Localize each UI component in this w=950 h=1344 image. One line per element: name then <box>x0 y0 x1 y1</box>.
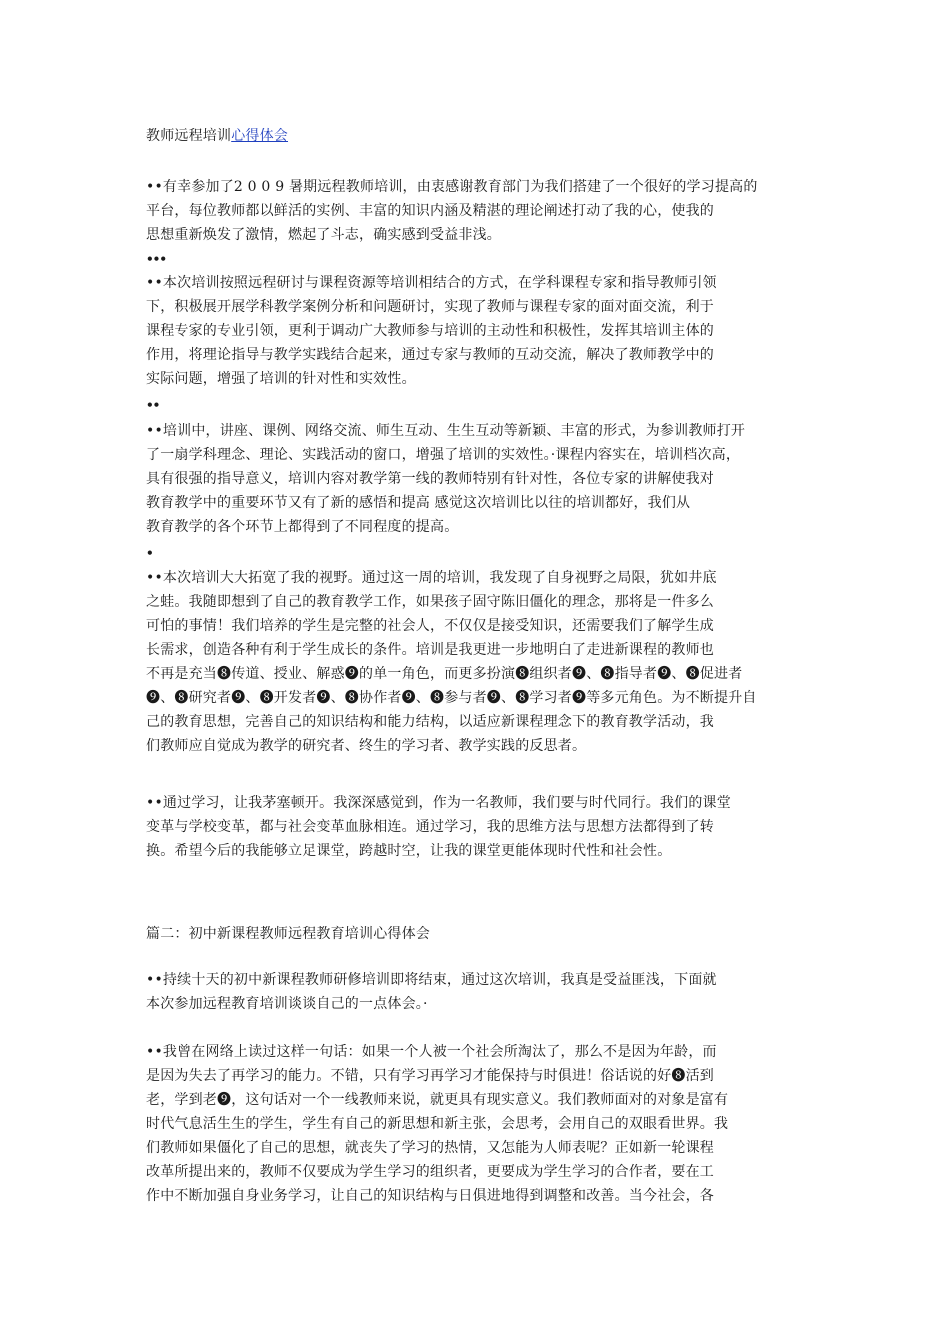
title-prefix: 教师远程培训 <box>146 128 232 144</box>
bullet-separator: • <box>146 546 153 560</box>
text-line: 改革所提出来的，教师不仅要成为学生学习的组织者，更要成为学生学习的合作者，要在工 <box>146 1164 714 1180</box>
text-line: 下，积极展开展学科教学案例分析和问题研讨，实现了教师与课程专家的面对面交流，利于 <box>146 299 714 315</box>
text-line: 们教师如果僵化了自己的思想，就丧失了学习的热情，又怎能为人师表呢？正如新一轮课程 <box>146 1140 714 1156</box>
text-line: 实际问题，增强了培训的针对性和实效性。 <box>146 371 416 387</box>
bullet-separator: •• <box>146 398 160 412</box>
text-line: 教育教学的各个环节上都得到了不同程度的提高。 <box>146 519 459 535</box>
text-line: 不再是充当❽传道、授业、解惑❾的单一角色，而更多扮演❽组织者❾、❽指导者❾、❽促进者 <box>146 666 743 682</box>
text-line: ••持续十天的初中新课程教师研修培训即将结束，通过这次培训，我真是受益匪浅，下面就 <box>146 972 717 988</box>
text-line: 老，学到老❾，这句话对一个一线教师来说，就更具有现实意义。我们教师面对的对象是富有 <box>146 1092 729 1108</box>
text-line: 换。希望今后的我能够立足课堂，跨越时空，让我的课堂更能体现时代性和社会性。 <box>146 843 672 859</box>
text-line: 作用，将理论指导与教学实践结合起来，通过专家与教师的互动交流，解决了教师教学中的 <box>146 347 714 363</box>
text-line: ••培训中，讲座、课例、网络交流、师生互动、生生互动等新颖、丰富的形式，为参训教师打开 <box>146 423 746 439</box>
text-line: 时代气息活生生的学生，学生有自己的新思想和新主张，会思考，会用自己的双眼看世界。我 <box>146 1116 729 1132</box>
text-line: ••通过学习，让我茅塞顿开。我深深感觉到，作为一名教师，我们要与时代同行。我们的课堂 <box>146 795 731 811</box>
text-line: 课程专家的专业引领，更利于调动广大教师参与培训的主动性和积极性，发挥其培训主体的 <box>146 323 714 339</box>
document-title <box>146 124 288 148</box>
text-line: 教育教学中的重要环节又有了新的感悟和提高 感觉这次培训比以往的培训都好，我们从 <box>146 495 691 511</box>
text-line: 思想重新焕发了激情，燃起了斗志，确实感到受益非浅。 <box>146 227 501 243</box>
title-link[interactable]: 心得体会 <box>231 128 289 144</box>
section-title: 篇二：初中新课程教师远程教育培训心得体会 <box>146 926 430 942</box>
text-line: 可怕的事情！我们培养的学生是完整的社会人，不仅仅是接受知识，还需要我们了解学生成 <box>146 618 714 634</box>
text-line: ••我曾在网络上读过这样一句话：如果一个人被一个社会所淘汰了，那么不是因为年龄，而 <box>146 1044 717 1060</box>
text-line: 之蛙。我随即想到了自己的教育教学工作，如果孩子固守陈旧僵化的理念，那将是一件多么 <box>146 594 714 610</box>
text-line: 们教师应自觉成为教学的研究者、终生的学习者、教学实践的反思者。 <box>146 738 587 754</box>
text-line: ••有幸参加了2 0 0 9 暑期远程教师培训，由衷感谢教育部门为我们搭建了一个很好的学习提高的 <box>146 179 758 195</box>
text-line: 是因为失去了再学习的能力。不错，只有学习再学习才能保持与时俱进！俗话说的好❽活到 <box>146 1068 714 1084</box>
text-line: 了一扇学科理念、理论、实践活动的窗口，增强了培训的实效性。·课程内容实在，培训档次高， <box>146 447 741 463</box>
bullet-separator: ••• <box>146 252 167 266</box>
text-line: ❾、❽研究者❾、❽开发者❾、❽协作者❾、❽参与者❾、❽学习者❾等多元角色。为不断提升自 <box>146 690 757 706</box>
text-line: 本次参加远程教育培训谈谈自己的一点体会。· <box>146 996 428 1012</box>
text-line: 平台，每位教师都以鲜活的实例、丰富的知识内涵及精湛的理论阐述打动了我的心，使我的 <box>146 203 714 219</box>
text-line: 长需求，创造各种有利于学生成长的条件。培训是我更进一步地明白了走进新课程的教师也 <box>146 642 714 658</box>
text-line: 作中不断加强自身业务学习，让自己的知识结构与日俱进地得到调整和改善。当今社会，各 <box>146 1188 714 1204</box>
text-line: 己的教育思想，完善自己的知识结构和能力结构，以适应新课程理念下的教育教学活动，我 <box>146 714 714 730</box>
text-line: ••本次培训按照远程研讨与课程资源等培训相结合的方式，在学科课程专家和指导教师引领 <box>146 275 717 291</box>
text-line: ••本次培训大大拓宽了我的视野。通过这一周的培训，我发现了自身视野之局限，犹如井底 <box>146 570 717 586</box>
text-line: 变革与学校变革，都与社会变革血脉相连。通过学习，我的思维方法与思想方法都得到了转 <box>146 819 714 835</box>
text-line: 具有很强的指导意义，培训内容对教学第一线的教师特别有针对性，各位专家的讲解使我对 <box>146 471 714 487</box>
